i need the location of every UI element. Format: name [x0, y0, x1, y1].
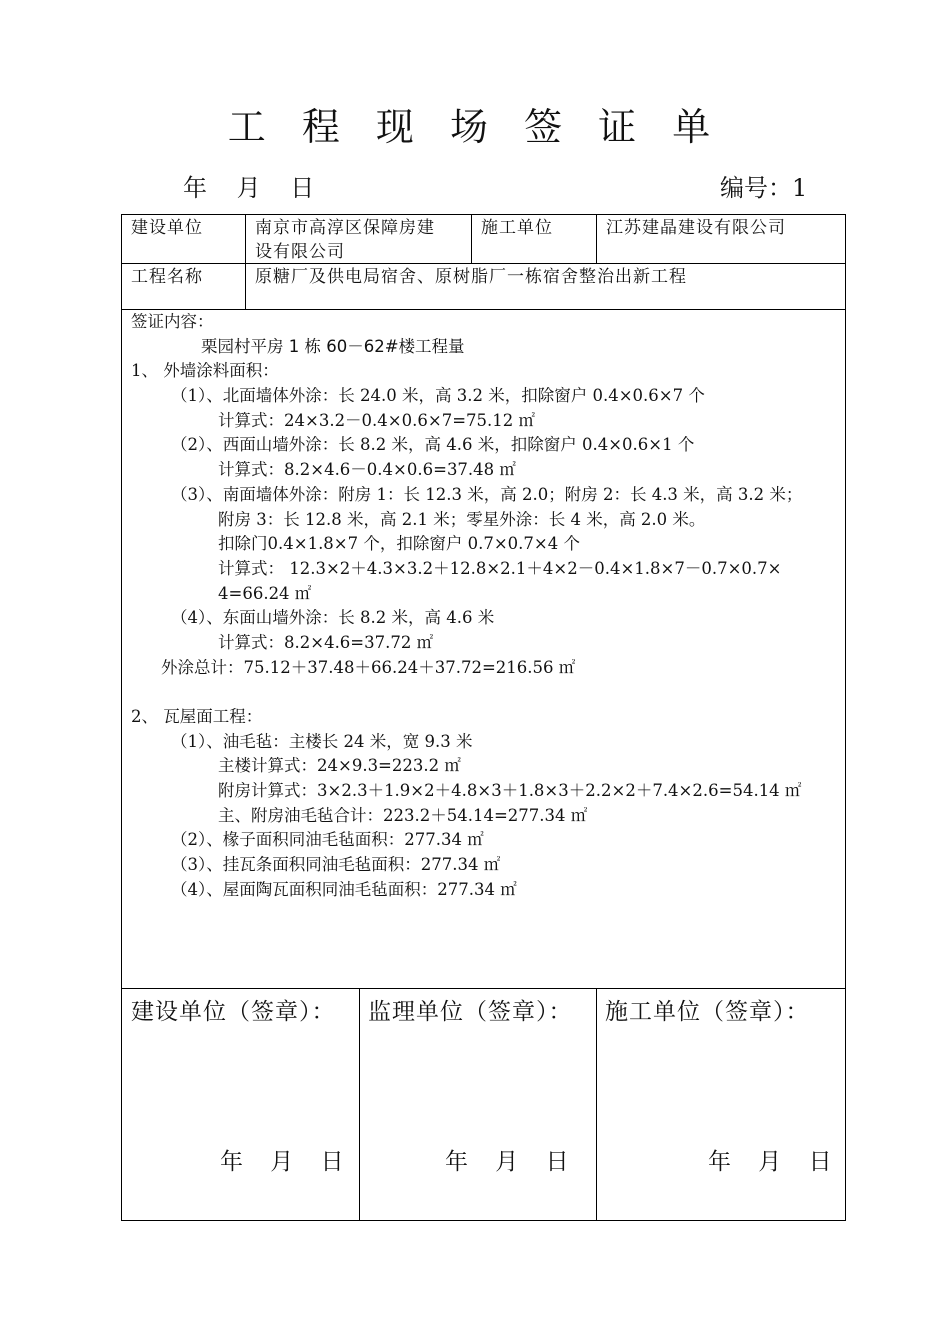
table-divider	[596, 214, 597, 263]
owner-signature-label: 建设单位（签章）：	[131, 999, 336, 1025]
table-divider	[121, 988, 846, 989]
contractor-signature-label: 施工单位（签章）：	[605, 999, 810, 1025]
table-divider	[471, 214, 472, 263]
content-line: （1）、油毛毡：主楼长 24 米，宽 9.3 米	[171, 731, 473, 751]
contractor-signature-date: 年 月 日	[708, 1149, 832, 1175]
content-line: 外涂总计：75.12＋37.48＋66.24＋37.72=216.56 ㎡	[161, 657, 576, 677]
visa-content	[131, 310, 841, 903]
table-divider	[245, 214, 246, 309]
supervisor-signature-label: 监理单位（签章）：	[368, 999, 573, 1025]
table-divider	[596, 988, 597, 1220]
owner-value-line1: 南京市高淳区保障房建	[255, 218, 435, 238]
content-line: 计算式：8.2×4.6－0.4×0.6=37.48 ㎡	[218, 460, 516, 480]
content-line: （3）、挂瓦条面积同油毛毡面积：277.34 ㎡	[171, 855, 501, 875]
content-heading: 签证内容：	[131, 312, 214, 331]
table-border-left	[121, 214, 122, 1221]
owner-signature-date: 年 月 日	[220, 1149, 344, 1175]
document-title: 工 程 现 场 签 证 单	[227, 105, 723, 149]
table-border-top	[121, 214, 846, 215]
table-border-right	[845, 214, 846, 1221]
content-line: （4）、东面山墙外涂：长 8.2 米，高 4.6 米	[171, 608, 495, 628]
content-subject: 栗园村平房 1 栋 60－62#楼工程量	[201, 336, 465, 356]
content-line: （1）、北面墙体外涂：长 24.0 米，高 3.2 米，扣除窗户 0.4×0.6×7 个	[171, 386, 705, 406]
table-divider	[121, 263, 846, 264]
document-date: 年 月 日	[183, 174, 315, 202]
content-line	[131, 680, 841, 705]
supervisor-signature-date: 年 月 日	[445, 1149, 569, 1175]
content-line: 4=66.24 ㎡	[218, 583, 312, 603]
content-line: 计算式：24×3.2－0.4×0.6×7=75.12 ㎡	[218, 410, 535, 430]
document-number: 编号：1	[720, 174, 808, 202]
content-line: 计算式：8.2×4.6=37.72 ㎡	[218, 632, 434, 652]
content-line: 计算式： 12.3×2＋4.3×3.2＋12.8×2.1＋4×2－0.4×1.8×7－0.7×0.7×	[218, 558, 782, 578]
content-line: 扣除门0.4×1.8×7 个，扣除窗户 0.7×0.7×4 个	[218, 534, 580, 554]
content-line: 主、附房油毛毡合计：223.2＋54.14=277.34 ㎡	[218, 805, 588, 825]
content-line: （2）、西面山墙外涂：长 8.2 米，高 4.6 米，扣除窗户 0.4×0.6×1 个	[171, 435, 695, 455]
owner-label: 建设单位	[131, 218, 203, 238]
project-label: 工程名称	[131, 267, 203, 287]
table-divider	[359, 988, 360, 1220]
content-line: 附房 3：长 12.8 米，高 2.1 米；零星外涂：长 4 米，高 2.0 米。	[218, 509, 706, 529]
content-line: （2）、椽子面积同油毛毡面积：277.34 ㎡	[171, 830, 484, 850]
project-value: 原糖厂及供电局宿舍、原树脂厂一栋宿舍整治出新工程	[255, 267, 687, 287]
content-line: 附房计算式：3×2.3＋1.9×2＋4.8×3＋1.8×3＋2.2×2＋7.4×2.6=54.14 ㎡	[218, 781, 802, 801]
content-line: 主楼计算式：24×9.3=223.2 ㎡	[218, 756, 461, 776]
content-line: （4）、屋面陶瓦面积同油毛毡面积：277.34 ㎡	[171, 879, 517, 899]
table-border-bottom	[121, 1220, 846, 1221]
content-line: （3）、南面墙体外涂：附房 1：长 12.3 米，高 2.0；附房 2：长 4.3 米，高 3.2 米；	[171, 484, 803, 504]
content-line: 1、 外墙涂料面积：	[131, 361, 279, 381]
contractor-label: 施工单位	[481, 218, 553, 238]
contractor-value: 江苏建晶建设有限公司	[606, 218, 786, 238]
content-line: 2、 瓦屋面工程：	[131, 707, 263, 726]
owner-value-line2: 设有限公司	[255, 242, 345, 262]
